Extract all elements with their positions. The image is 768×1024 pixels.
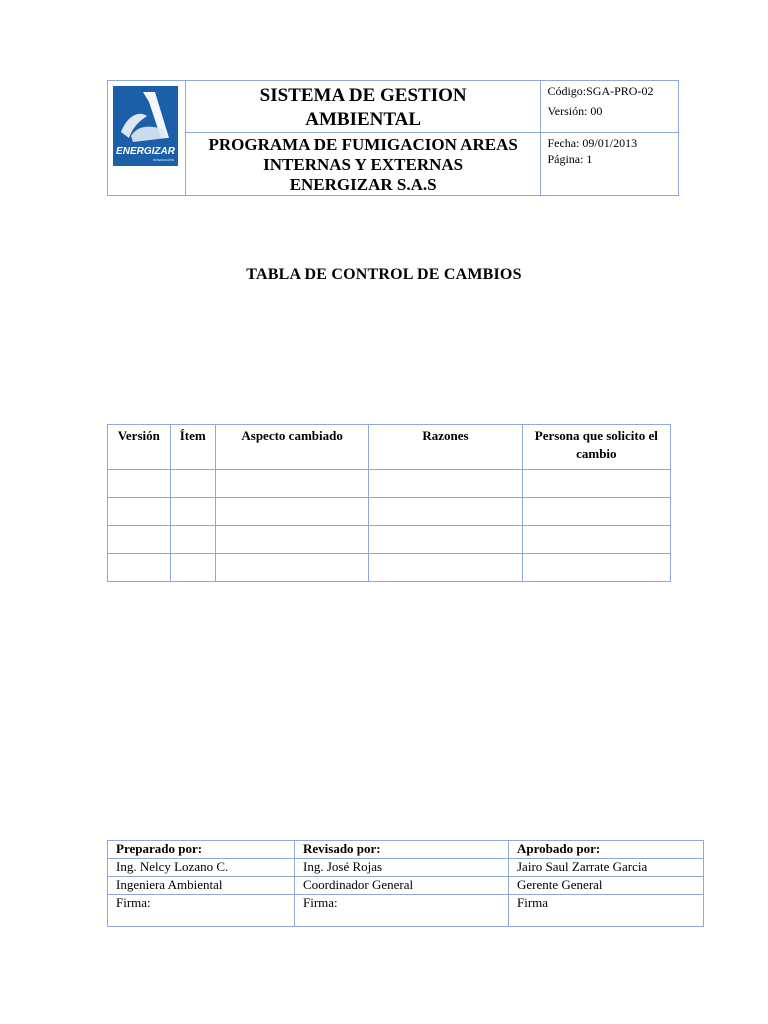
signature-names-row [108,859,704,877]
subtitle-line-3: ENERGIZAR S.A.S [289,175,437,194]
table-cell [108,526,171,554]
table-cell [170,470,215,498]
table-cell [215,498,368,526]
signature-firma-row [108,895,704,927]
date-page-cell [541,133,679,196]
document-version: Versión: 00 [547,104,603,118]
document-date: Fecha: 09/01/2013 [547,136,638,150]
table-cell [522,554,670,582]
table-cell [215,526,368,554]
subtitle-line-1: PROGRAMA DE FUMIGACION AREAS [208,135,518,154]
table-cell [369,526,522,554]
title-line-2: AMBIENTAL [305,109,422,130]
table-header-row [108,425,671,470]
document-code: Código:SGA-PRO-02 [547,84,654,98]
col-persona: Persona que solicito el cambio [522,425,670,470]
logo-subtext: INTEGRACIÓN [153,158,174,162]
table-row [108,498,671,526]
table-cell [369,498,522,526]
table-cell [170,554,215,582]
table-row [108,470,671,498]
table-cell [215,554,368,582]
reviewed-by-signature: Firma: [295,895,509,927]
prepared-by-role: Ingeniera Ambiental [108,877,295,895]
table-cell [108,470,171,498]
logo-text: ENERGIZAR [116,146,175,157]
section-title: TABLA DE CONTROL DE CAMBIOS [246,266,522,283]
col-item: Ítem [170,425,215,470]
table-cell [108,554,171,582]
signature-roles-row [108,877,704,895]
approved-by-label: Aprobado por: [509,841,704,859]
signature-table [107,840,704,927]
company-logo [113,86,178,166]
table-cell [170,498,215,526]
table-cell [369,470,522,498]
table-cell [215,470,368,498]
col-razones: Razones [369,425,522,470]
table-cell [108,498,171,526]
signature-header-row [108,841,704,859]
title-line-1: SISTEMA DE GESTION [259,85,467,106]
system-title [185,81,541,133]
table-cell [522,470,670,498]
table-cell [522,498,670,526]
subtitle-line-2: INTERNAS Y EXTERNAS [263,155,464,174]
change-control-table [107,424,671,582]
approved-by-signature: Firma [509,895,704,927]
approved-by-role: Gerente General [509,877,704,895]
prepared-by-name: Ing. Nelcy Lozano C. [108,859,295,877]
prepared-by-signature: Firma: [108,895,295,927]
table-cell [369,554,522,582]
reviewed-by-label: Revisado por: [295,841,509,859]
approved-by-name: Jairo Saul Zarrate Garcia [509,859,704,877]
code-version-cell [541,81,679,133]
table-row [108,526,671,554]
col-aspecto: Aspecto cambiado [215,425,368,470]
logo-cell [108,81,186,196]
document-page: Página: 1 [547,152,593,166]
reviewed-by-role: Coordinador General [295,877,509,895]
table-row [108,554,671,582]
reviewed-by-name: Ing. José Rojas [295,859,509,877]
table-cell [522,526,670,554]
document-header [107,80,679,196]
prepared-by-label: Preparado por: [108,841,295,859]
table-cell [170,526,215,554]
col-version: Versión [108,425,171,470]
program-title [185,133,541,196]
